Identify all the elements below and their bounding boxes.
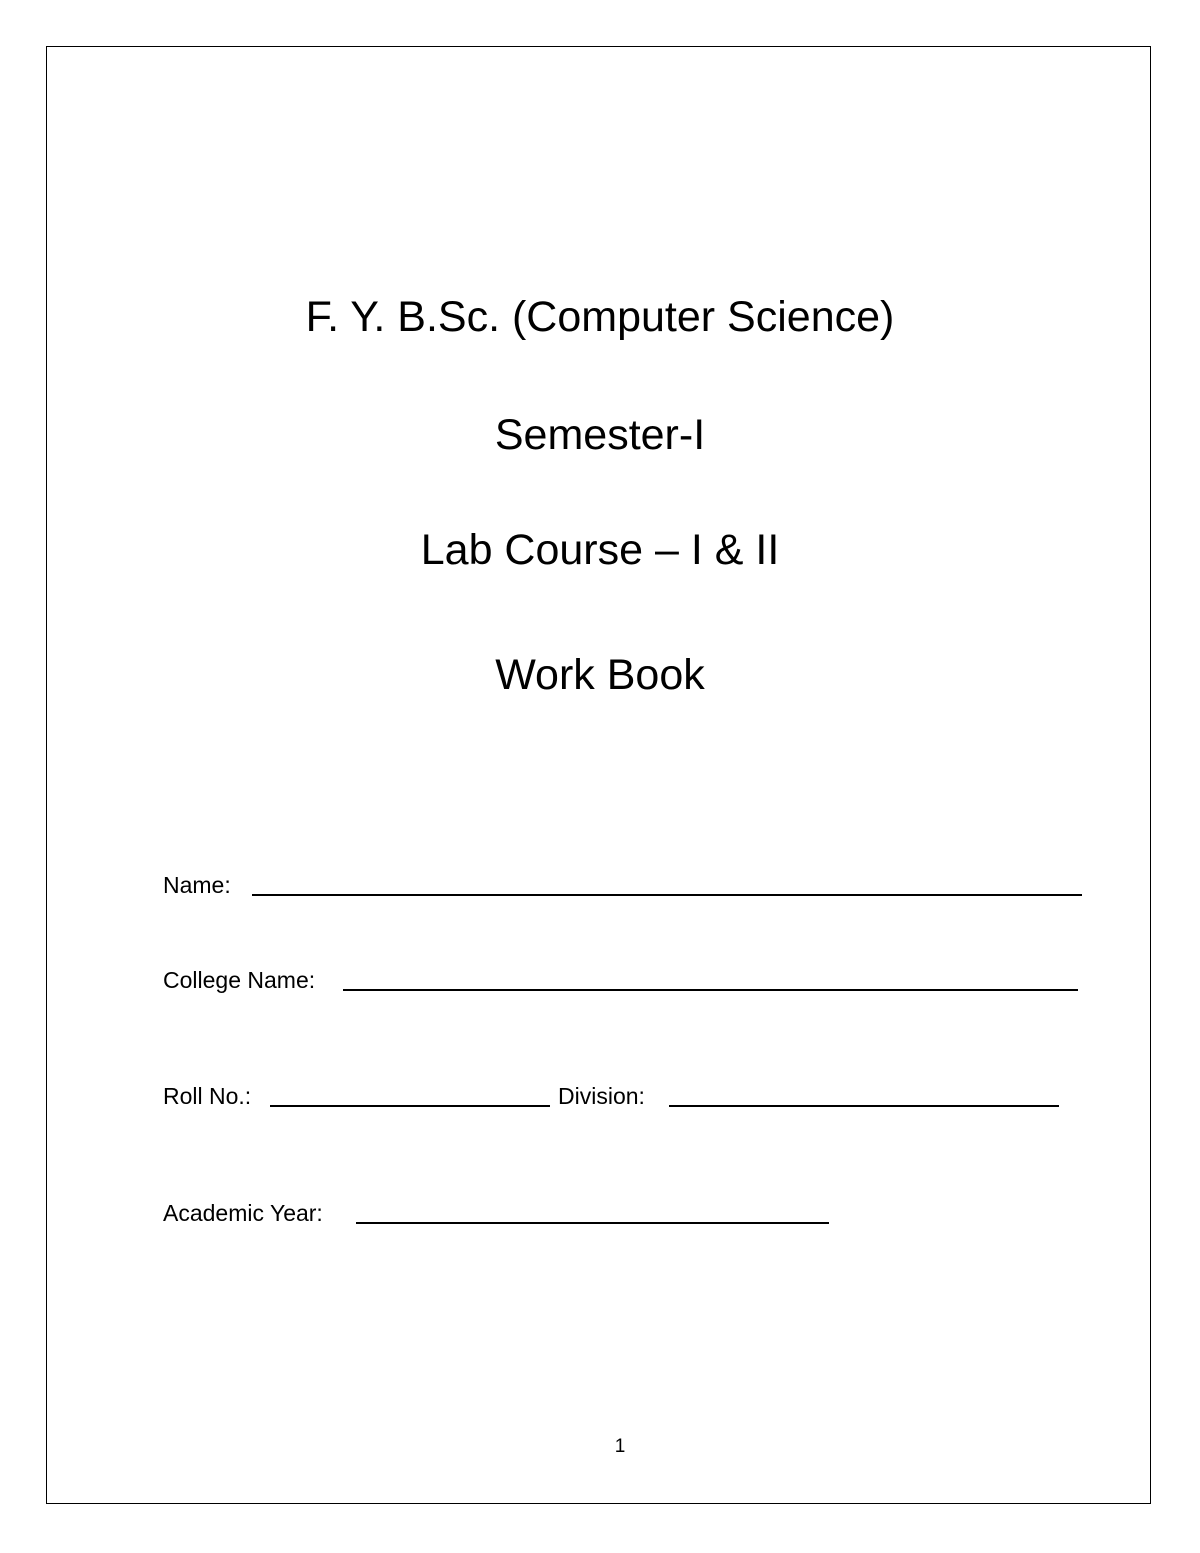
roll-no-label: Roll No.: — [163, 1083, 252, 1109]
lab-course-title: Lab Course – I & II — [420, 526, 780, 574]
college-name-label: College Name: — [163, 967, 316, 993]
academic-year-label: Academic Year: — [163, 1200, 323, 1226]
course-title: F. Y. B.Sc. (Computer Science) — [305, 293, 895, 341]
division-field-line[interactable] — [669, 1105, 1059, 1107]
name-field-line[interactable] — [252, 894, 1082, 896]
page-border — [46, 46, 1151, 1504]
academic-year-field-line[interactable] — [356, 1222, 829, 1224]
semester-title: Semester-I — [494, 411, 706, 459]
roll-no-field-line[interactable] — [270, 1105, 550, 1107]
page-number: 1 — [614, 1436, 626, 1457]
division-label: Division: — [558, 1083, 645, 1109]
name-label: Name: — [163, 872, 231, 898]
workbook-title: Work Book — [495, 651, 705, 699]
college-name-field-line[interactable] — [343, 989, 1078, 991]
